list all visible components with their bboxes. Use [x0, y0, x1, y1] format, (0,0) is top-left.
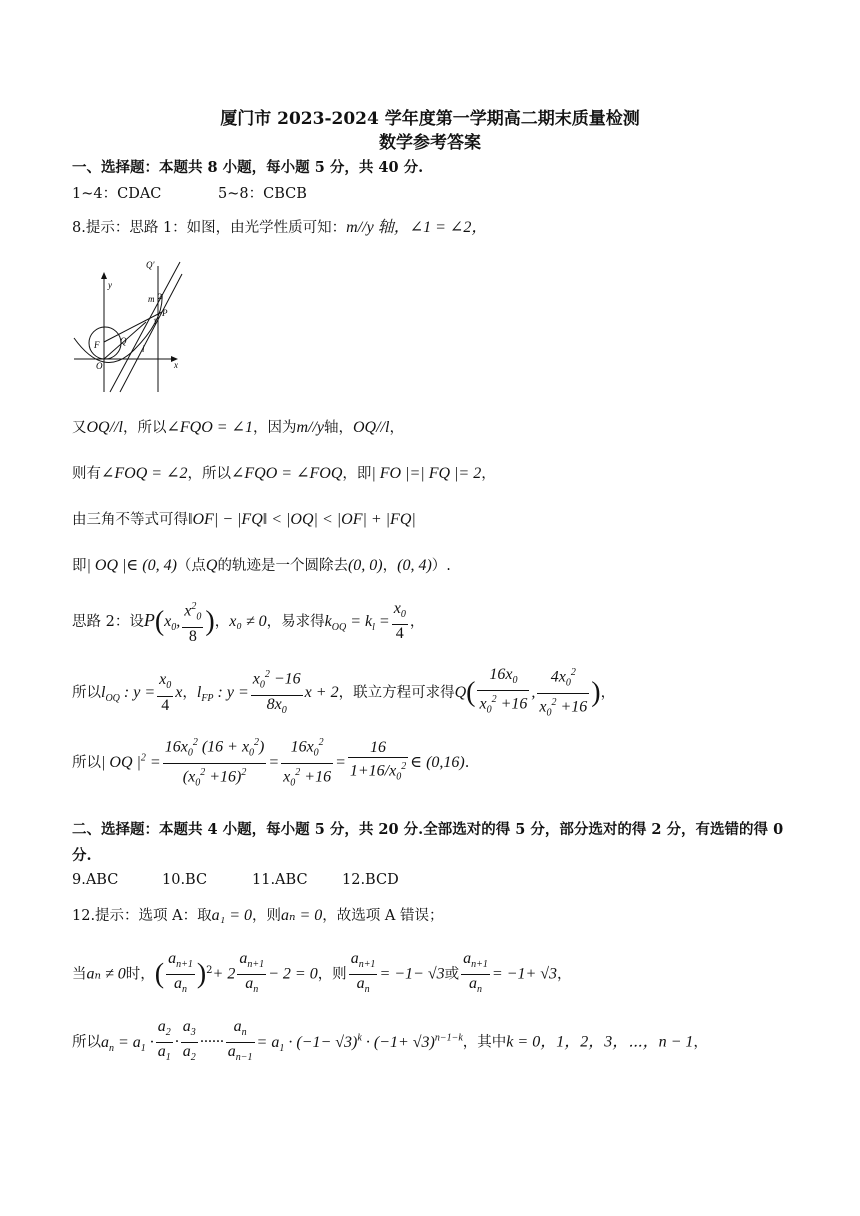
idea-2-line: 思路 2：设$P(x_0$, $\frac{x^2_0}{8}$ )，x₀ ≠ 0，易求得$k_{OQ} = k_l$ = $\frac{x_0}{4}$ ，	[72, 598, 424, 646]
label-x: x	[174, 360, 178, 370]
text: ，易求得	[266, 613, 325, 630]
math: m//y	[296, 419, 324, 436]
section-1-heading: 一、选择题：本题共 8 小题，每小题 5 分，共 40 分.	[72, 159, 424, 176]
text: ，即	[342, 466, 372, 482]
math: ∠FOQ = ∠2	[101, 465, 188, 482]
answer-10: 10.BC	[162, 872, 208, 888]
text: 思路 2：设	[72, 613, 144, 630]
math-p: P	[143, 609, 155, 630]
answer-9: 9.ABC	[72, 872, 119, 888]
geometry-figure	[70, 254, 190, 398]
text: ，则	[252, 908, 281, 924]
answer-12: 12.BCD	[342, 872, 399, 888]
label-q: Q	[120, 336, 127, 346]
label-f: F	[94, 340, 100, 350]
math: | FO |=| FQ |= 2	[371, 465, 482, 482]
text: ，	[557, 966, 572, 983]
label-angle-2: 2	[158, 292, 162, 301]
text: 时，	[125, 966, 155, 983]
answers-9-12	[72, 872, 399, 888]
label-o: O	[96, 361, 103, 371]
line-f: 所以| OQ $|^2$ = $\frac{16x_0^2 (16 + x_0^2)}{(x_0^2 +16)^2}$ = $\frac{16x_0^2}{x_0^2 +16}$ = $\frac{16}{1+16/x_0^2}$ ∈ (0,16).	[72, 734, 469, 792]
text: ，则	[317, 966, 347, 983]
text: ，	[481, 466, 496, 482]
text: ，故选项 A 错误；	[322, 908, 444, 924]
section-2-heading-cont: 分.	[72, 847, 92, 864]
math: k = 0，1，2，3，⋯，n − 1	[506, 1033, 694, 1051]
math: Q	[205, 557, 218, 574]
line-e: 所以$l_{OQ}$ : y = $\frac{x_0}{4}$ x，$l_{FP}$ : y = $\frac{x_0^2 -16}{8x_0}$ x + 2，联立方程可求得Q( $\frac{16x_0}{x_0^2 +16}$ , $\frac{4x_0^2}{x_0^2 +16}$ )，	[72, 664, 615, 722]
text: ，联立方程可求得	[338, 685, 455, 702]
frac-den: 4	[395, 625, 404, 643]
hint-8-prefix: 8.提示：思路 1：如图，由光学性质可知：	[72, 220, 347, 236]
text: .	[464, 755, 470, 772]
hint-8-line	[72, 214, 487, 237]
math: (0, 0)	[347, 557, 383, 574]
line-c	[72, 508, 416, 529]
label-y: y	[108, 280, 112, 290]
text: ，所以	[187, 466, 231, 482]
text: ，因为	[252, 420, 297, 436]
line-b	[72, 462, 496, 483]
math: OQ//l	[353, 419, 390, 436]
math: | OQ |∈ (0, 4)	[86, 557, 177, 574]
text: ，	[693, 1034, 708, 1051]
text: ，	[214, 613, 230, 630]
text: 由三角不等式可得	[72, 512, 188, 528]
answers-1-4: 1~4：CDAC	[72, 186, 162, 202]
math: ‖OF| − |FQ‖ < |OQ| < |OF| + |FQ|	[188, 511, 416, 528]
label-l: l	[142, 344, 145, 354]
line-g: 当aₙ ≠ 0时，( $\frac{a_{n+1}}{a_n}$ )$^2$+ 2 $\frac{a_{n+1}}{a_n}$ − 2 = 0，则 $\frac{a_{n+1}}{a_n}$ = −1− √3或 $\frac{a_{n+1}}{a_n}$ = −1+ √3，	[72, 950, 572, 996]
math: ∠FQO = ∠1	[166, 419, 253, 436]
section-2-heading: 二、选择题：本题共 4 小题，每小题 5 分，共 20 分.全部选对的得 5 分，部分选对的得 2 分，有选错的得 0	[72, 821, 784, 838]
math-k: k	[324, 612, 332, 630]
math: aₙ = 0	[281, 907, 323, 924]
x0: x	[164, 612, 172, 630]
line-d	[72, 554, 451, 575]
text: ）.	[431, 558, 451, 574]
answer-11: 11.ABC	[252, 872, 308, 888]
page-title: 厦门市 2023-2024 学年度第一学期高二期末质量检测	[220, 109, 640, 129]
text: （点	[176, 558, 206, 574]
text: ，	[600, 685, 616, 702]
text: 12.提示：选项 A：取	[72, 908, 212, 924]
label-angle-1: 1	[153, 317, 157, 326]
math: aₙ ≠ 0	[86, 965, 126, 983]
hint-8-math: m//y 轴，∠1 = ∠2，	[346, 219, 488, 236]
label-q-prime: Q'	[146, 260, 155, 270]
text: ，	[409, 613, 425, 630]
answers-1-8	[72, 182, 307, 203]
answers-5-8: 5~8：CBCB	[218, 186, 307, 202]
math: OQ//l	[86, 419, 123, 436]
math: x₀ ≠ 0	[229, 612, 267, 630]
math-k-l: = k	[350, 612, 373, 630]
text: ，	[389, 420, 404, 436]
text: 当	[72, 966, 87, 983]
label-p: P	[162, 308, 168, 318]
line-h: 所以$a_n = a_1$ · $\frac{a_2}{a_1}$ · $\frac{a_3}{a_2}$ ······ $\frac{a_n}{a_{n-1}}$ = $a_1 \cdot (-1- √3)^k \cdot (-1+ √3)^{n-1-k}$，其中k = 0，1，2，3，⋯，n − 1，	[72, 1018, 708, 1064]
text: ，所以	[122, 420, 167, 436]
tangent-line	[110, 262, 180, 392]
text: ，	[382, 558, 398, 574]
text: 即	[72, 558, 87, 574]
math: a₁ = 0	[211, 907, 252, 924]
text: 轴，	[324, 420, 353, 436]
math: (0, 4)	[397, 557, 432, 574]
y-axis-arrow	[101, 272, 107, 279]
frac-num: x	[184, 602, 192, 620]
line-l	[120, 274, 182, 392]
text: 所以	[72, 755, 101, 772]
text: 又	[72, 420, 87, 436]
text: 所以	[72, 1034, 101, 1051]
frac-den: 8	[188, 627, 197, 645]
hint-12-line	[72, 904, 443, 925]
label-m: m	[148, 294, 155, 304]
text: 或	[444, 966, 460, 983]
text: 的轨迹是一个圆除去	[217, 558, 348, 574]
math: ∠FQO = ∠FOQ	[231, 465, 343, 482]
line-a	[72, 416, 404, 437]
page-subtitle: 数学参考答案	[379, 133, 481, 153]
text: ，其中	[462, 1034, 507, 1051]
text: 所以	[72, 685, 101, 702]
text: 则有	[72, 466, 101, 482]
